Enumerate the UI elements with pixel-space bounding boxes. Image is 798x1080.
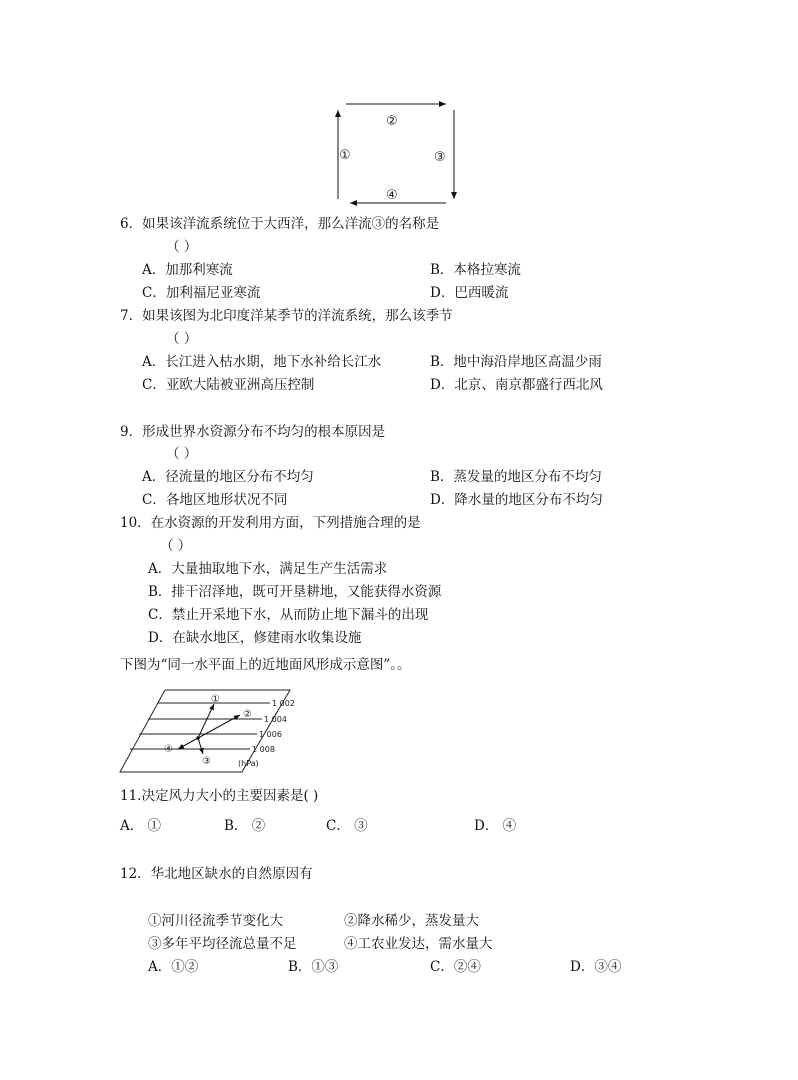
q9-option-b: B．蒸发量的地区分布不均匀	[430, 469, 602, 485]
q12-statement-4: ④工农业发达，需水量大	[344, 936, 493, 952]
q12-statement-1: ①河川径流季节变化大	[148, 913, 283, 929]
q11-option-d: D． ④	[474, 818, 517, 834]
q11-stem: 11.决定风力大小的主要因素是( )	[120, 788, 319, 804]
q12-option-a: A．①②	[148, 959, 199, 975]
q10-option-d: D．在缺水地区，修建雨水收集设施	[148, 630, 362, 646]
q12-option-d: D．③④	[570, 959, 622, 975]
isobar-label-1002: 1 002	[272, 699, 295, 708]
q11-option-b: B． ②	[224, 818, 266, 834]
q11-option-c: C． ③	[326, 818, 368, 834]
q10-stem: 10．在水资源的开发利用方面，下列措施合理的是	[120, 515, 421, 531]
wind-label-4: ④	[164, 744, 173, 755]
q9-option-d: D．降水量的地区分布不均匀	[430, 492, 603, 508]
q6-option-c: C．加利福尼亚寒流	[142, 285, 261, 301]
q6-option-a: A．加那利寒流	[142, 262, 233, 278]
current-label-2: ②	[386, 114, 398, 129]
wind-label-3: ③	[202, 756, 211, 767]
q9-answer-paren: （ ）	[166, 446, 198, 462]
wind-label-2: ②	[243, 709, 252, 720]
q6-answer-paren: （ ）	[166, 239, 198, 255]
current-label-3: ③	[434, 150, 446, 165]
q7-option-d: D．北京、南京都盛行西北风	[430, 377, 603, 393]
q10-option-c: C．禁止开采地下水，从而防止地下漏斗的出现	[148, 607, 429, 623]
q12-statement-3: ③多年平均径流总量不足	[148, 936, 297, 952]
q6-option-d: D．巴西暖流	[430, 285, 509, 301]
q12-statement-2: ②降水稀少，蒸发量大	[344, 913, 479, 929]
pressure-unit-label: (hPa)	[238, 759, 259, 768]
current-label-1: ①	[339, 148, 351, 163]
q6-stem: 6．如果该洋流系统位于大西洋，那么洋流③的名称是	[120, 216, 440, 232]
q7-answer-paren: （ ）	[166, 331, 198, 347]
isobar-label-1008: 1 008	[252, 745, 275, 754]
q7-option-a: A．长江进入枯水期，地下水补给长江水	[142, 354, 382, 370]
isobar-label-1004: 1 004	[264, 715, 287, 724]
q9-option-c: C．各地区地形状况不同	[142, 492, 288, 508]
q12-stem: 12．华北地区缺水的自然原因有	[120, 866, 313, 882]
ocean-current-diagram	[0, 0, 798, 210]
q11-option-a: A． ①	[120, 818, 162, 834]
q9-stem: 9．形成世界水资源分布不均匀的根本原因是	[120, 424, 386, 440]
q7-stem: 7．如果该图为北印度洋某季节的洋流系统，那么该季节	[120, 308, 453, 324]
q7-option-c: C．亚欧大陆被亚洲高压控制	[142, 377, 315, 393]
isobar-label-1006: 1 006	[259, 730, 282, 739]
wind-formation-diagram	[0, 682, 798, 782]
wind-figure-intro: 下图为“同一水平面上的近地面风形成示意图”。。	[120, 657, 411, 673]
q10-option-b: B．排干沼泽地，既可开垦耕地，又能获得水资源	[148, 584, 442, 600]
q6-option-b: B．本格拉寒流	[430, 262, 521, 278]
q10-answer-paren: （ ）	[160, 538, 192, 554]
wind-label-1: ①	[211, 694, 220, 705]
q9-option-a: A．径流量的地区分布不均匀	[142, 469, 314, 485]
q10-option-a: A．大量抽取地下水，满足生产生活需求	[148, 561, 388, 577]
q7-option-b: B．地中海沿岸地区高温少雨	[430, 354, 602, 370]
q12-option-c: C．②④	[430, 959, 481, 975]
q12-option-b: B．①③	[288, 959, 339, 975]
current-label-4: ④	[386, 188, 398, 203]
